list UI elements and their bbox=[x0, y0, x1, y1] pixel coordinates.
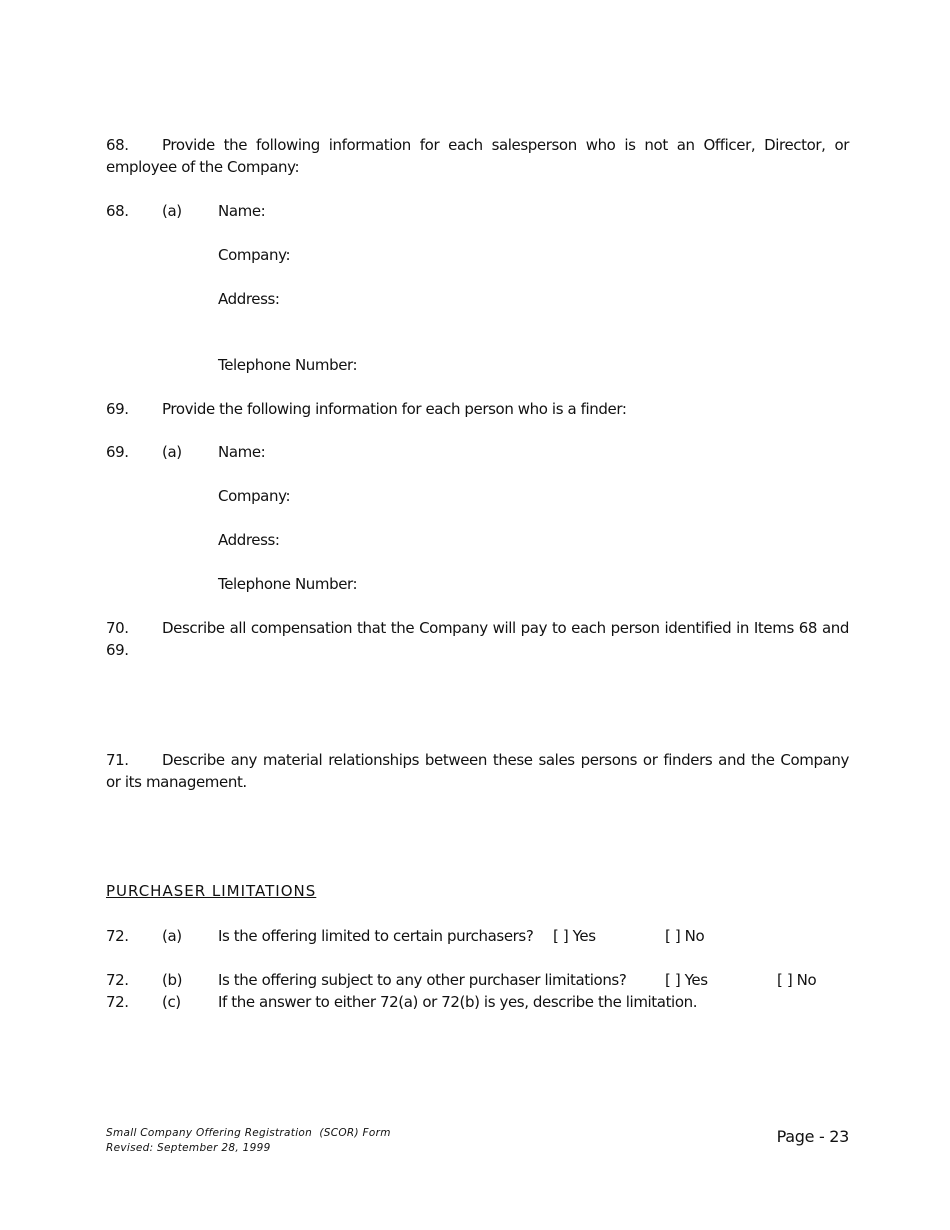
item-number: 71. bbox=[106, 751, 129, 769]
item-68 bbox=[106, 134, 849, 178]
question-72b: Is the offering subject to any other purchaser limitations? bbox=[218, 971, 627, 989]
field-label-name: Name: bbox=[218, 443, 266, 461]
item-text: Describe any material relationships between these sales persons or finders and the Company or its management. bbox=[106, 751, 849, 791]
section-heading: PURCHASER LIMITATIONS bbox=[106, 882, 317, 900]
field-label-telephone: Telephone Number: bbox=[218, 356, 358, 374]
item-text: Provide the following information for each salesperson who is not an Officer, Director, or employee of the Company: bbox=[106, 136, 849, 176]
item-number: 69. bbox=[106, 443, 129, 461]
item-number: 68. bbox=[106, 202, 129, 220]
item-number: 68. bbox=[106, 136, 129, 154]
field-label-telephone: Telephone Number: bbox=[218, 575, 358, 593]
item-number: 72. bbox=[106, 927, 129, 945]
field-label-name: Name: bbox=[218, 202, 266, 220]
sub-item-label: (a) bbox=[162, 927, 182, 945]
item-text: Provide the following information for each person who is a finder: bbox=[162, 400, 627, 418]
field-label-company: Company: bbox=[218, 487, 291, 505]
field-label-address: Address: bbox=[218, 290, 280, 308]
item-71 bbox=[106, 749, 849, 793]
footer-line-2: Revised: September 28, 1999 bbox=[106, 1142, 271, 1154]
no-checkbox-72a[interactable]: [ ] No bbox=[665, 927, 705, 945]
item-70 bbox=[106, 617, 849, 661]
sub-item-label: (a) bbox=[162, 202, 182, 220]
yes-checkbox-72b[interactable]: [ ] Yes bbox=[665, 971, 708, 989]
no-checkbox-72b[interactable]: [ ] No bbox=[777, 971, 817, 989]
field-label-company: Company: bbox=[218, 246, 291, 264]
item-number: 70. bbox=[106, 619, 129, 637]
item-number: 69. bbox=[106, 400, 129, 418]
question-72c: If the answer to either 72(a) or 72(b) is yes, describe the limitation. bbox=[218, 993, 698, 1011]
item-text: Describe all compensation that the Company will pay to each person identified in Items 68 and 69. bbox=[106, 619, 849, 659]
sub-item-label: (a) bbox=[162, 443, 182, 461]
item-number: 72. bbox=[106, 993, 129, 1011]
field-label-address: Address: bbox=[218, 531, 280, 549]
sub-item-label: (b) bbox=[162, 971, 183, 989]
sub-item-label: (c) bbox=[162, 993, 181, 1011]
yes-checkbox-72a[interactable]: [ ] Yes bbox=[553, 927, 596, 945]
question-72a: Is the offering limited to certain purchasers? bbox=[218, 927, 534, 945]
item-number: 72. bbox=[106, 971, 129, 989]
page-number: Page - 23 bbox=[776, 1127, 849, 1146]
footer-line-1: Small Company Offering Registration (SCOR) Form bbox=[106, 1127, 391, 1139]
footer-form-title bbox=[106, 1126, 391, 1156]
item-69 bbox=[106, 398, 849, 420]
